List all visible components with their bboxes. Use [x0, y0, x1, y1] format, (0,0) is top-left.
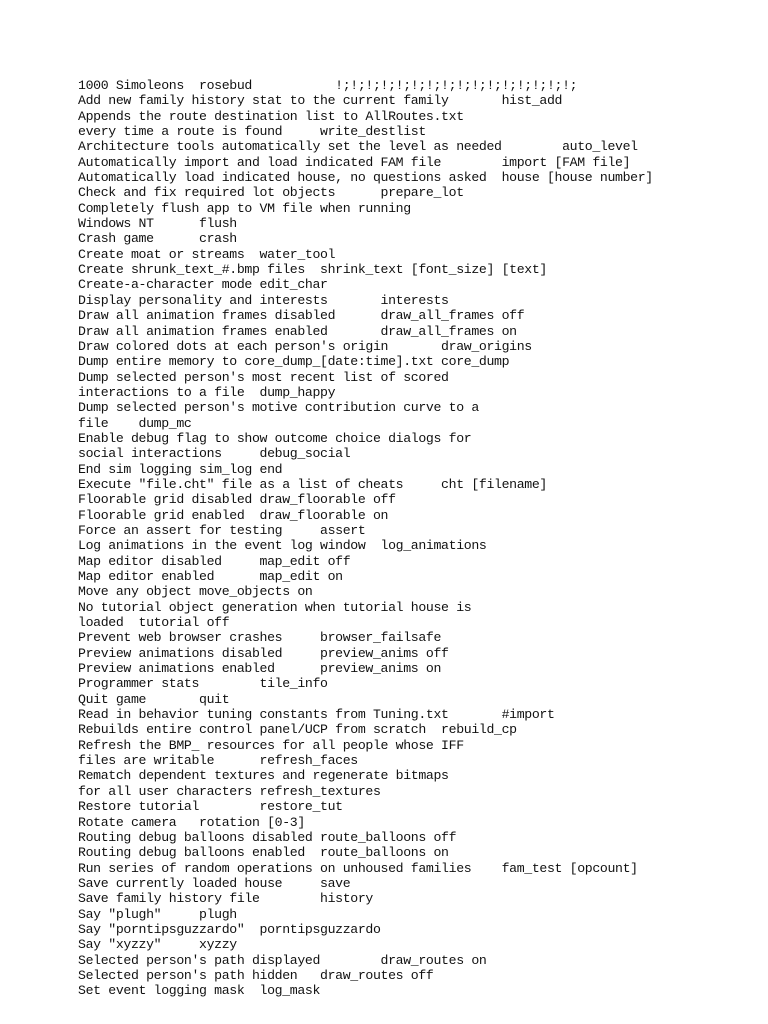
text-line: Map editor disabled map_edit off	[78, 553, 351, 569]
text-line: Draw colored dots at each person's origin draw_origins	[78, 338, 532, 354]
text-line: Rebuilds entire control panel/UCP from scratch rebuild_cp	[78, 722, 517, 738]
text-line: files are writable refresh_faces	[78, 753, 358, 769]
text-line: for all user characters refresh_textures	[78, 783, 381, 799]
text-line: Routing debug balloons enabled route_balloons on	[78, 845, 449, 861]
text-line: Dump selected person's most recent list of scored	[78, 369, 449, 385]
text-line: Say "porntipsguzzardo" porntipsguzzardo	[78, 921, 381, 937]
text-line: social interactions debug_social	[78, 446, 351, 462]
text-line: 1000 Simoleons rosebud !;!;!;!;!;!;!;!;!;!;!;!;!;!;!;!;	[78, 78, 578, 93]
text-line: Rotate camera rotation [0-3]	[78, 814, 305, 830]
text-line: Run series of random operations on unhoused families fam_test [opcount]	[78, 860, 638, 876]
text-line: Routing debug balloons disabled route_balloons off	[78, 829, 457, 845]
text-line: Check and fix required lot objects prepare_lot	[78, 185, 464, 201]
text-line: Execute "file.cht" file as a list of cheats cht [filename]	[78, 476, 547, 492]
text-line: Draw all animation frames enabled draw_all_frames on	[78, 323, 517, 339]
text-line: Save family history file history	[78, 891, 373, 907]
text-line: Floorable grid disabled draw_floorable off	[78, 492, 396, 508]
text-line: Set event logging mask log_mask	[78, 983, 321, 999]
text-line: Create shrunk_text_#.bmp files shrink_text [font_size] [text]	[78, 262, 547, 278]
text-line: Display personality and interests interests	[78, 292, 449, 308]
text-line: Dump entire memory to core_dump_[date:time].txt core_dump	[78, 354, 510, 370]
text-line: Enable debug flag to show outcome choice dialogs for	[78, 430, 472, 446]
text-line: Dump selected person's motive contribution curve to a	[78, 400, 479, 416]
text-line: Rematch dependent textures and regenerate bitmaps	[78, 768, 449, 784]
text-line: Say "plugh" plugh	[78, 906, 237, 922]
text-line: Add new family history stat to the current family hist_add	[78, 93, 563, 109]
text-line: End sim logging sim_log end	[78, 461, 283, 477]
text-line: Automatically load indicated house, no questions asked house [house number]	[78, 170, 653, 186]
text-line: Read in behavior tuning constants from Tuning.txt #import	[78, 707, 555, 723]
text-line: No tutorial object generation when tutorial house is	[78, 599, 472, 615]
text-line: Refresh the BMP_ resources for all people whose IFF	[78, 737, 464, 753]
text-line: Create moat or streams water_tool	[78, 246, 336, 262]
text-line: Automatically import and load indicated FAM file import [FAM file]	[78, 154, 631, 170]
text-line: file dump_mc	[78, 415, 192, 431]
text-line: Map editor enabled map_edit on	[78, 569, 343, 584]
text-line: Log animations in the event log window log_animations	[78, 538, 487, 554]
text-line: Windows NT flush	[78, 216, 237, 232]
text-line: Move any object move_objects on	[78, 584, 313, 600]
text-line: Preview animations disabled preview_anims off	[78, 645, 449, 661]
text-line: Completely flush app to VM file when running	[78, 200, 411, 216]
text-line: Selected person's path displayed draw_routes on	[78, 952, 487, 968]
text-line: Selected person's path hidden draw_routes off	[78, 967, 434, 983]
text-line: interactions to a file dump_happy	[78, 384, 336, 400]
text-line: Floorable grid enabled draw_floorable on	[78, 507, 389, 523]
text-line: Create-a-character mode edit_char	[78, 277, 328, 293]
text-line: Draw all animation frames disabled draw_all_frames off	[78, 308, 525, 324]
text-line: Save currently loaded house save	[78, 875, 351, 891]
text-line: Force an assert for testing assert	[78, 522, 366, 538]
text-line: Quit game quit	[78, 691, 230, 707]
text-line: Programmer stats tile_info	[78, 676, 328, 692]
text-line: Appends the route destination list to AllRoutes.txt	[78, 108, 464, 124]
text-line: Prevent web browser crashes browser_failsafe	[78, 630, 442, 646]
text-line: Crash game crash	[78, 231, 237, 247]
text-line: Architecture tools automatically set the level as needed auto_level	[78, 139, 638, 155]
text-line: every time a route is found write_destlist	[78, 124, 426, 140]
text-line: Restore tutorial restore_tut	[78, 799, 343, 815]
text-line: Say "xyzzy" xyzzy	[78, 937, 237, 953]
text-line: loaded tutorial off	[78, 615, 230, 631]
text-line: Preview animations enabled preview_anims on	[78, 661, 442, 677]
document-page	[78, 78, 758, 999]
